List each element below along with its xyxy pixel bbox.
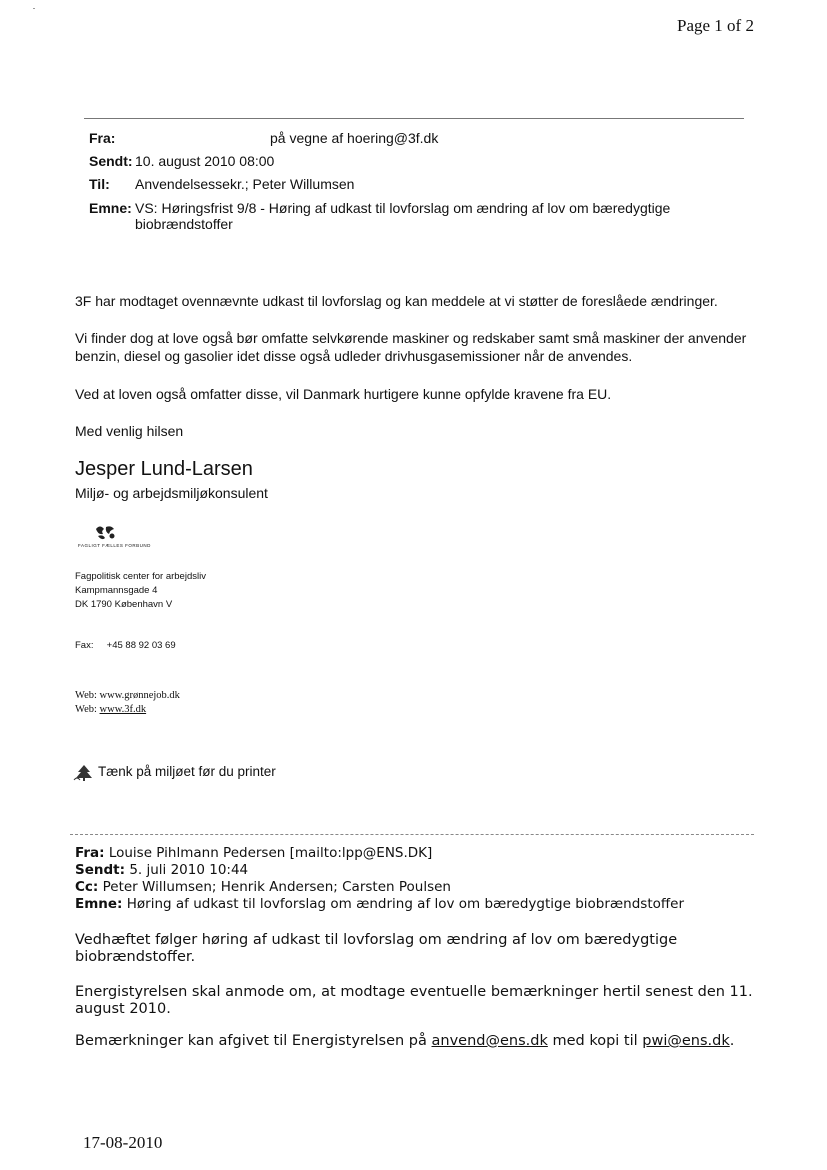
- forward-cc-label: Cc:: [75, 879, 99, 895]
- address-line-2: Kampmannsgade 4: [75, 585, 158, 596]
- web-label: Web:: [75, 704, 97, 715]
- forward-fra-value: Louise Pihlmann Pedersen [mailto:lpp@ENS.DK]: [108, 845, 433, 861]
- forward-p3-middle: med kopi til: [547, 1033, 643, 1049]
- forward-cc-value: Peter Willumsen; Henrik Andersen; Carsten Poulsen: [102, 879, 451, 895]
- signature-title: Miljø- og arbejdsmiljøkonsulent: [75, 485, 268, 501]
- 3f-logo: [78, 523, 168, 553]
- anvend-email-link[interactable]: anvend@ens.dk: [431, 1033, 548, 1049]
- sendt-label: Sendt:: [89, 153, 133, 169]
- forward-emne-row: [75, 896, 684, 912]
- closing: Med venlig hilsen: [75, 423, 184, 439]
- forward-paragraph-2-line-2: august 2010.: [75, 1001, 171, 1017]
- body-paragraph-2-line-1: Vi finder dog at love også bør omfatte selvkørende maskiner og redskaber samt små maskiner der anvender: [75, 330, 747, 346]
- 3f-website-link[interactable]: www.3f.dk: [99, 704, 147, 715]
- forward-sendt-row: [75, 862, 248, 878]
- til-value: Anvendelsessekr.; Peter Willumsen: [135, 176, 355, 192]
- fra-value: på vegne af hoering@3f.dk: [270, 130, 439, 146]
- forward-sendt-label: Sendt:: [75, 862, 126, 878]
- tree-icon: [73, 764, 95, 782]
- fax-number: Fax: +45 88 92 03 69: [75, 640, 176, 651]
- forward-fra-label: Fra:: [75, 845, 105, 861]
- emne-value-line1: VS: Høringsfrist 9/8 - Høring af udkast til lovforslag om ændring af lov om bæredygtige: [135, 200, 671, 216]
- address-line-1: Fagpolitisk center for arbejdsliv: [75, 571, 206, 582]
- sendt-value: 10. august 2010 08:00: [135, 153, 275, 169]
- body-paragraph-2: [75, 329, 775, 365]
- emne-label: Emne:: [89, 200, 132, 216]
- pwi-email-link[interactable]: pwi@ens.dk: [642, 1033, 730, 1049]
- forward-p3-prefix: Bemærkninger kan afgivet til Energistyrelsen på: [75, 1033, 432, 1049]
- forward-paragraph-1-line-1: Vedhæftet følger høring af udkast til lovforslag om ændring af lov om bæredygtige: [75, 932, 678, 948]
- print-note: Tænk på miljøet før du printer: [98, 764, 276, 779]
- body-paragraph-3: Ved at loven også omfatter disse, vil Danmark hurtigere kunne opfylde kravene fra EU.: [75, 386, 612, 402]
- forward-divider: [70, 834, 754, 835]
- fra-label: Fra:: [89, 130, 116, 146]
- footer-date: 17-08-2010: [83, 1133, 163, 1152]
- web-line-1: Web: www.grønnejob.dk: [75, 690, 180, 701]
- forward-sendt-value: 5. juli 2010 10:44: [129, 862, 249, 878]
- emne-value-line2: biobrændstoffer: [135, 216, 233, 232]
- 3f-logo-mark-icon: [78, 523, 168, 553]
- body-paragraph-2-line-2: benzin, diesel og gasolier idet disse også udleder drivhusgasemissioner når de anvendes.: [75, 348, 633, 364]
- header-divider: [84, 118, 744, 119]
- body-paragraph-1: 3F har modtaget ovennævnte udkast til lovforslag og kan meddele at vi støtter de foreslåede ændringer.: [75, 293, 718, 309]
- forward-emne-label: Emne:: [75, 896, 123, 912]
- scan-speck: [33, 8, 35, 9]
- til-label: Til:: [89, 176, 110, 192]
- forward-paragraph-2-line-1: Energistyrelsen skal anmode om, at modtage eventuelle bemærkninger hertil senest den 11.: [75, 984, 753, 1000]
- address-line-3: DK 1790 København V: [75, 599, 173, 610]
- forward-paragraph-3: [75, 1033, 755, 1050]
- logo-caption: FAGLIGT FÆLLES FORBUND: [78, 543, 151, 548]
- signature-name: Jesper Lund-Larsen: [75, 458, 253, 480]
- forward-fra-row: [75, 845, 432, 861]
- forward-cc-row: [75, 879, 451, 895]
- page-number: Page 1 of 2: [677, 16, 754, 35]
- web-line-2: [75, 704, 146, 715]
- forward-paragraph-1: [75, 932, 755, 966]
- forward-paragraph-2: [75, 984, 755, 1018]
- forward-p3-suffix: .: [729, 1033, 735, 1049]
- forward-paragraph-1-line-2: biobrændstoffer.: [75, 949, 196, 965]
- forward-emne-value: Høring af udkast til lovforslag om ændring af lov om bæredygtige biobrændstoffer: [126, 896, 685, 912]
